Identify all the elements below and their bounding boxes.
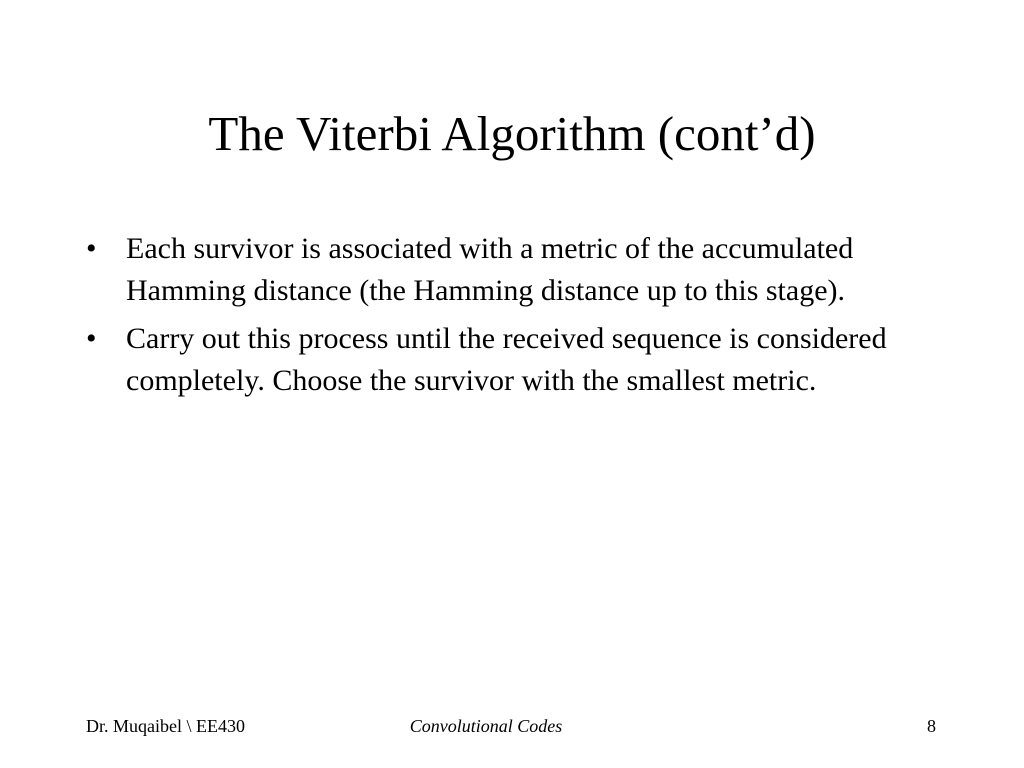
bullet-item-1: [86, 228, 946, 312]
footer-author-course: Dr. Muqaibel \ EE430: [86, 716, 245, 736]
bullet-list: [86, 228, 946, 408]
bullet-item-2: [86, 318, 946, 402]
slide-title: The Viterbi Algorithm (cont’d): [208, 106, 816, 161]
page-number: 8: [927, 716, 936, 736]
footer-topic: Convolutional Codes: [409, 716, 563, 736]
bullet-marker-1: •: [86, 232, 97, 265]
bullet-text-2: Carry out this process until the received sequence is considered completely. Choose the survivor with the smallest metric.: [126, 322, 887, 397]
bullet-text-1: Each survivor is associated with a metric of the accumulated Hamming distance (the Hamming distance up to this stage).: [126, 232, 854, 307]
bullet-marker-2: •: [86, 322, 97, 355]
